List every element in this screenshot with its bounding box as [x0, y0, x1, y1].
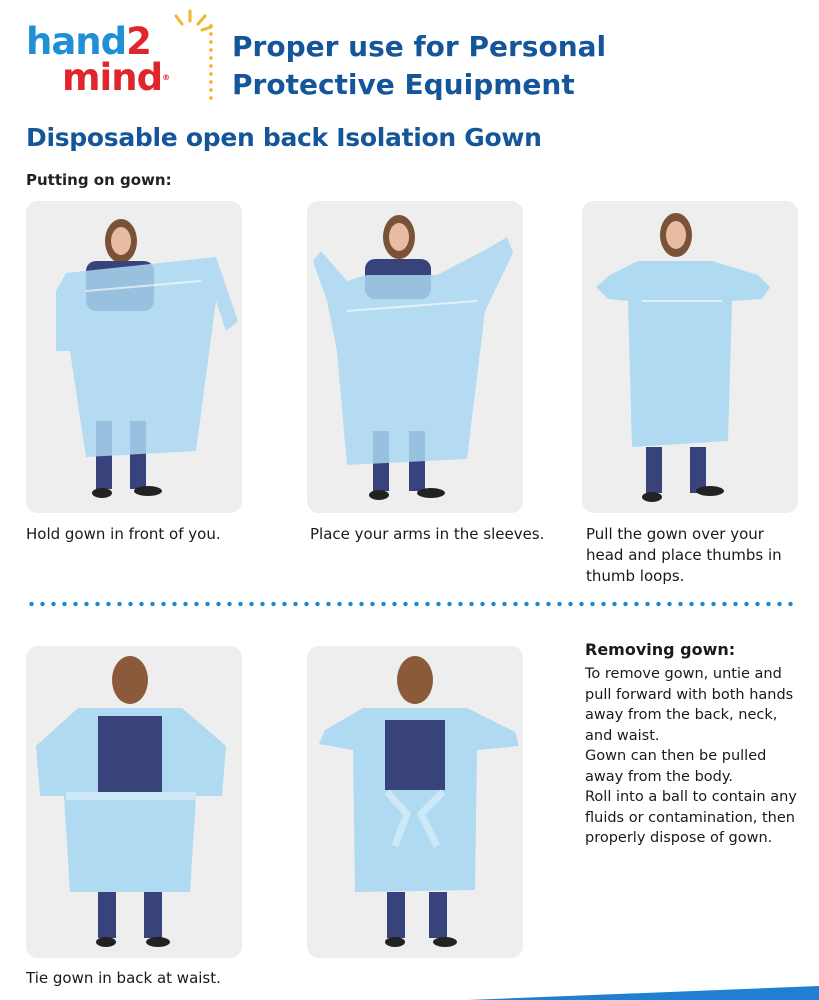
sun-icon: [168, 8, 214, 34]
putting-on-label: Putting on gown:: [26, 171, 172, 189]
removing-paragraph: To remove gown, untie and pull forward with both hands away from the back, neck, and waist.: [585, 666, 794, 744]
logo-line-2: mind®: [62, 56, 170, 99]
page-title: Proper use for Personal Protective Equipment: [232, 30, 607, 101]
step-2-caption: Place your arms in the sleeves.: [310, 525, 545, 543]
footer-accent-bar: [420, 986, 819, 1000]
logo-line-1: hand2: [26, 20, 151, 63]
step-1-caption: Hold gown in front of you.: [26, 525, 221, 543]
header-divider: [209, 22, 213, 100]
page-subtitle: Disposable open back Isolation Gown: [26, 123, 542, 152]
step-2-photo: [307, 201, 523, 513]
step-4-caption: Tie gown in back at waist.: [26, 969, 221, 987]
step-3-photo: [582, 201, 798, 513]
removing-paragraph: Roll into a ball to contain any fluids or contamination, then properly dispose of gown.: [585, 789, 797, 846]
step-1-photo: [26, 201, 242, 513]
removing-title: Removing gown:: [585, 640, 736, 659]
step-3-caption: Pull the gown over your head and place thumbs in thumb loops.: [586, 525, 782, 585]
step-4-photo: [26, 646, 242, 958]
removing-instructions: [585, 664, 805, 849]
hand2mind-logo: [26, 8, 201, 100]
section-divider: [26, 601, 796, 607]
removing-paragraph: Gown can then be pulled away from the body.: [585, 748, 767, 785]
step-5-photo: [307, 646, 523, 958]
